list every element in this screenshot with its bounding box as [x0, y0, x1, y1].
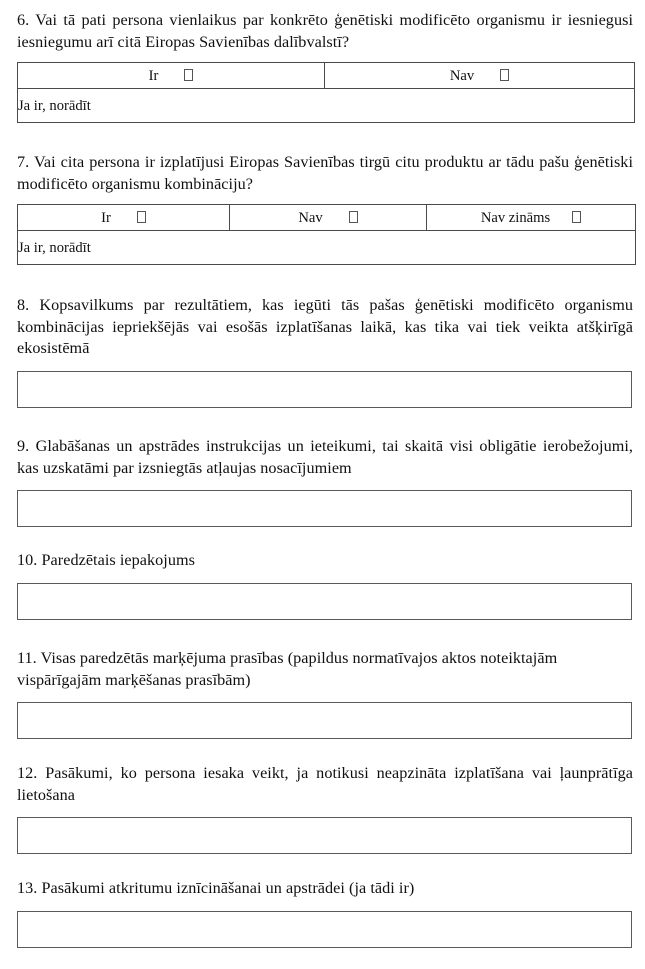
- option-cell-nav[interactable]: [325, 63, 635, 89]
- question-text-9: 9. Glabāšanas un apstrādes instrukcijas un ieteikumi, tai skaitā visi obligātie ierobežojumi, kas uzskatāmi par izsniegtās atļaujas nosacījumiem: [17, 437, 633, 477]
- free-text-label: Ja ir, norādīt: [18, 97, 91, 114]
- option-label: Ir: [101, 209, 111, 226]
- option-cell-ir[interactable]: [18, 63, 325, 89]
- answer-box-9[interactable]: [17, 490, 632, 527]
- checkbox-empty-icon[interactable]: [184, 69, 193, 81]
- free-text-cell-7[interactable]: [18, 231, 636, 265]
- question-text-10: 10. Paredzētais iepakojums: [17, 551, 195, 569]
- table-row: [18, 63, 635, 89]
- question-block-11: [17, 648, 633, 739]
- question-block-6: [17, 10, 633, 123]
- option-cell-nav-zinams[interactable]: [427, 205, 636, 231]
- option-label: Nav: [449, 67, 475, 84]
- answer-table-7: [17, 204, 636, 265]
- question-block-8: [17, 295, 633, 408]
- table-row: [18, 205, 636, 231]
- option-label: Ir: [148, 67, 159, 84]
- checkbox-empty-icon[interactable]: [500, 69, 509, 81]
- answer-box-11[interactable]: [17, 702, 632, 739]
- table-row: [18, 231, 636, 265]
- option-label: Nav: [298, 209, 323, 226]
- option-label: Nav zināms: [480, 209, 551, 226]
- answer-box-12[interactable]: [17, 817, 632, 854]
- option-wrap: [149, 67, 194, 85]
- answer-box-8[interactable]: [17, 371, 632, 408]
- option-wrap: [450, 67, 509, 85]
- question-text-6: 6. Vai tā pati persona vienlaikus par konkrēto ģenētiski modificēto organismu ir iesniegusi iesniegumu arī citā Eiropas Savienības dalībvalstī?: [17, 11, 633, 51]
- question-block-12: [17, 763, 633, 854]
- option-cell-ir[interactable]: [18, 205, 230, 231]
- checkbox-empty-icon[interactable]: [349, 211, 358, 223]
- question-block-10: [17, 550, 633, 620]
- question-block-13: [17, 878, 633, 948]
- question-text-12: 12. Pasākumi, ko persona iesaka veikt, ja notikusi neapzināta izplatīšana vai ļaunprātīga lietošana: [17, 764, 633, 804]
- question-text-13: 13. Pasākumi atkritumu iznīcināšanai un apstrādei (ja tādi ir): [17, 879, 415, 897]
- question-text-7: 7. Vai cita persona ir izplatījusi Eiropas Savienības tirgū citu produktu ar tādu pašu ģenētiski modificēto organismu kombināciju?: [17, 153, 633, 193]
- free-text-label: Ja ir, norādīt: [18, 239, 91, 256]
- option-cell-nav[interactable]: [230, 205, 427, 231]
- question-block-9: [17, 436, 633, 527]
- option-wrap: [298, 209, 357, 227]
- question-text-11: 11. Visas paredzētās marķējuma prasības (papildus normatīvajos aktos noteiktajām vispārīgajām marķēšanas prasībām): [17, 649, 558, 689]
- table-row: [18, 89, 635, 123]
- checkbox-empty-icon[interactable]: [572, 211, 581, 223]
- option-wrap: [101, 209, 146, 227]
- answer-box-13[interactable]: [17, 911, 632, 948]
- question-text-8: 8. Kopsavilkums par rezultātiem, kas iegūti tās pašas ģenētiski modificēto organismu kombinācijas iepriekšējās vai esošās izplatīšanas laikā, kas tika vai tiek veikta atšķirīgā ekosistēmā: [17, 296, 633, 357]
- option-wrap: [481, 209, 581, 227]
- checkbox-empty-icon[interactable]: [137, 211, 146, 223]
- answer-box-10[interactable]: [17, 583, 632, 620]
- free-text-cell-6[interactable]: [18, 89, 635, 123]
- question-block-7: [17, 152, 633, 265]
- answer-table-6: [17, 62, 635, 123]
